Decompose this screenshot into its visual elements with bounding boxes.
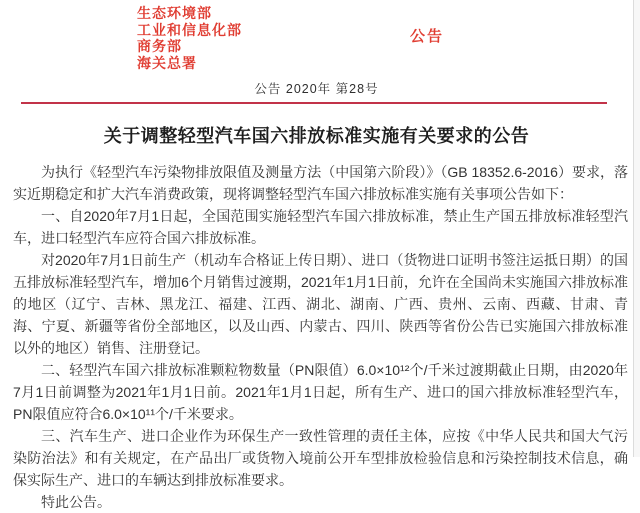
announcement-label: 公告 xyxy=(410,28,445,45)
agency-name: 生态环境部 xyxy=(137,5,212,21)
paragraph-item-1-transition: 对2020年7月1日前生产（机动车合格证上传日期）、进口（货物进口证明书签注运抵日期）的国五排放标准轻型汽车，增加6个月销售过渡期，2021年1月1日前，允许在全国尚未实施国六排放标准的地区（辽宁、吉林、黑龙江、福建、江西、湖北、湖南、广西、贵州、云南、西藏、甘肃、青海、宁夏、新疆等省份全部地区，以及山西、内蒙古、四川、陕西等省份公告已实施国六排放标准以外的地区）销售、注册登记。 xyxy=(13,252,628,356)
red-divider-line xyxy=(21,102,607,104)
page-edge-gutter xyxy=(633,0,640,457)
page-title: 关于调整轻型汽车国六排放标准实施有关要求的公告 xyxy=(103,126,530,146)
agency-name: 商务部 xyxy=(137,38,182,54)
paragraph-item-2: 二、轻型汽车国六排放标准颗粒物数量（PN限值）6.0×10¹²个/千米过渡期截止日期，由2020年7月1日前调整为2021年1月1日前。2021年1月1日起，所有生产、进口的国六排放标准轻型汽车，PN限值应符合6.0×10¹¹个/千米要求。 xyxy=(13,362,628,422)
document-body xyxy=(13,161,628,513)
paragraph-item-1: 一、自2020年7月1日起，全国范围实施轻型汽车国六排放标准，禁止生产国五排放标准轻型汽车，进口轻型汽车应符合国六排放标准。 xyxy=(13,208,628,246)
paragraph-preamble: 为执行《轻型汽车污染物排放限值及测量方法（中国第六阶段）》（GB 18352.6-2016）要求，落实近期稳定和扩大汽车消费政策，现将调整轻型汽车国六排放标准实施有关事项公告如下： xyxy=(13,164,628,202)
agency-name: 工业和信息化部 xyxy=(137,21,242,38)
issuing-agencies xyxy=(137,5,242,71)
document-number: 公告 2020年 第28号 xyxy=(254,82,379,96)
paragraph-closing: 特此公告。 xyxy=(41,494,111,510)
paragraph-item-3: 三、汽车生产、进口企业作为环保生产一致性管理的责任主体，应按《中华人民共和国大气污染防治法》和有关规定，在产品出厂或货物入境前公开车型排放检验信息和污染控制技术信息，确保实际生产、进口的车辆达到排放标准要求。 xyxy=(13,428,628,488)
agency-name: 海关总署 xyxy=(137,54,197,71)
